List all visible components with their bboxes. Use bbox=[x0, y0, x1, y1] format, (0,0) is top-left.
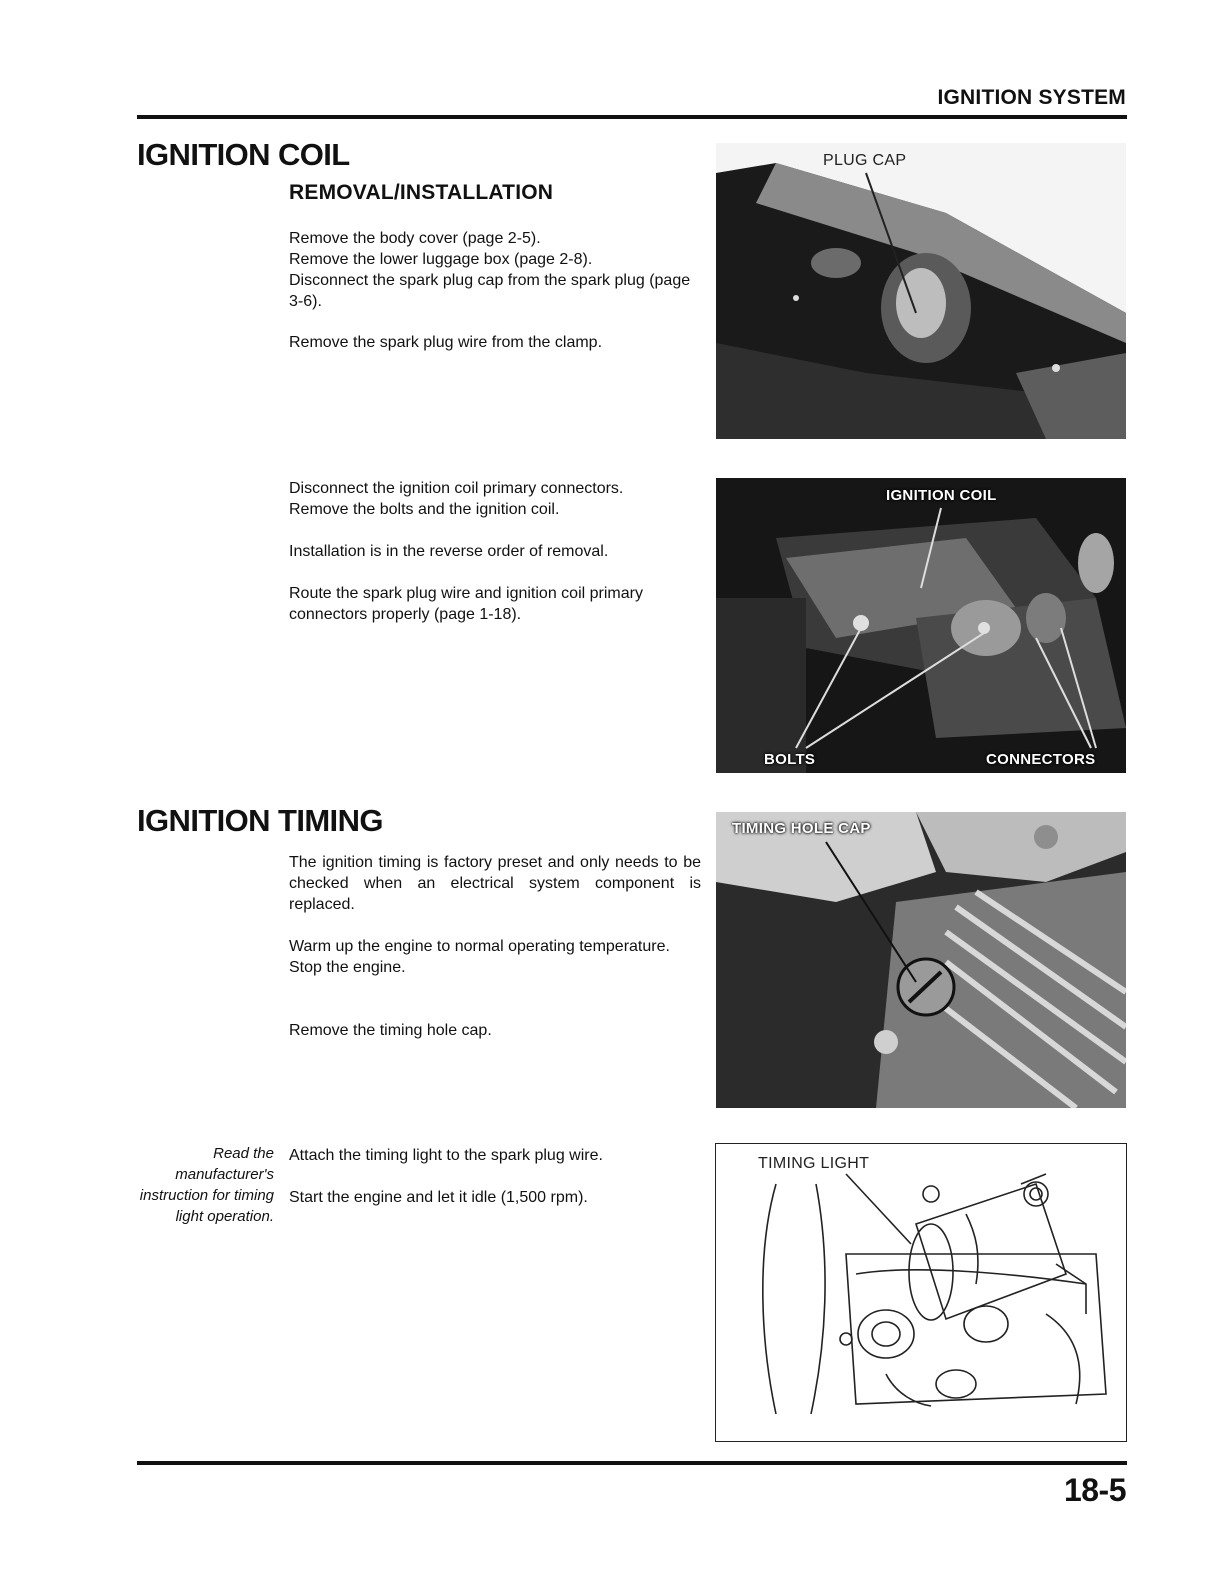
text-line: Installation is in the reverse order of removal. bbox=[289, 543, 609, 560]
text-line: Start the engine and let it idle (1,500 rpm). bbox=[289, 1189, 588, 1206]
figure-timing-light-drawing bbox=[715, 1143, 1127, 1442]
text-line: Remove the bolts and the ignition coil. bbox=[289, 501, 560, 518]
footer-rule bbox=[137, 1461, 1127, 1465]
callout-timing-hole-cap: TIMING HOLE CAP bbox=[732, 820, 871, 837]
photo-engraving bbox=[716, 812, 1126, 1108]
coil-paragraph-3 bbox=[289, 478, 701, 520]
coil-paragraph-1 bbox=[289, 228, 701, 312]
page-number: 18-5 bbox=[1063, 1472, 1126, 1508]
text-line: Disconnect the spark plug cap from the spark plug (page 3-6). bbox=[289, 272, 691, 310]
header-rule bbox=[137, 115, 1127, 119]
coil-paragraph-4 bbox=[289, 541, 701, 562]
callout-timing-light: TIMING LIGHT bbox=[758, 1155, 870, 1172]
timing-paragraph-1 bbox=[289, 852, 701, 915]
callout-ignition-coil: IGNITION COIL bbox=[886, 487, 997, 504]
section-title-ignition-timing: IGNITION TIMING bbox=[137, 803, 383, 838]
timing-paragraph-2 bbox=[289, 936, 701, 978]
figure-ignition-coil-photo bbox=[716, 478, 1126, 773]
text-line: Route the spark plug wire and ignition coil primary connectors properly (page 1-18). bbox=[289, 585, 643, 623]
text-line: Remove the lower luggage box (page 2-8). bbox=[289, 251, 593, 268]
timing-paragraph-5 bbox=[289, 1187, 701, 1208]
section-title-ignition-coil: IGNITION COIL bbox=[137, 137, 350, 172]
photo-engraving bbox=[716, 143, 1126, 439]
text-line: The ignition timing is factory preset and only needs to be checked when an electrical system component is replaced. bbox=[289, 854, 701, 913]
text-line: Remove the timing hole cap. bbox=[289, 1022, 492, 1039]
line-drawing bbox=[716, 1144, 1126, 1441]
coil-paragraph-2 bbox=[289, 332, 701, 353]
callout-bolts: BOLTS bbox=[764, 751, 816, 768]
text-line: Stop the engine. bbox=[289, 959, 406, 976]
side-note-timing-light: Read the manufacturer's instruction for timing light operation. bbox=[139, 1145, 274, 1225]
text-line: Remove the spark plug wire from the clamp. bbox=[289, 334, 603, 351]
running-header: IGNITION SYSTEM bbox=[937, 86, 1126, 109]
timing-paragraph-4 bbox=[289, 1145, 701, 1166]
text-line: Disconnect the ignition coil primary connectors. bbox=[289, 480, 624, 497]
callout-connectors: CONNECTORS bbox=[986, 751, 1096, 768]
coil-paragraph-5 bbox=[289, 583, 701, 625]
photo-engraving bbox=[716, 478, 1126, 773]
callout-plug-cap: PLUG CAP bbox=[823, 152, 907, 169]
text-line: Attach the timing light to the spark plug wire. bbox=[289, 1147, 603, 1164]
text-line: Remove the body cover (page 2-5). bbox=[289, 230, 541, 247]
subsection-title-removal-installation: REMOVAL/INSTALLATION bbox=[289, 181, 554, 204]
timing-paragraph-3 bbox=[289, 1020, 701, 1041]
figure-plug-cap-photo bbox=[716, 143, 1126, 439]
text-line: Warm up the engine to normal operating temperature. bbox=[289, 938, 670, 955]
figure-timing-hole-cap-photo bbox=[716, 812, 1126, 1108]
